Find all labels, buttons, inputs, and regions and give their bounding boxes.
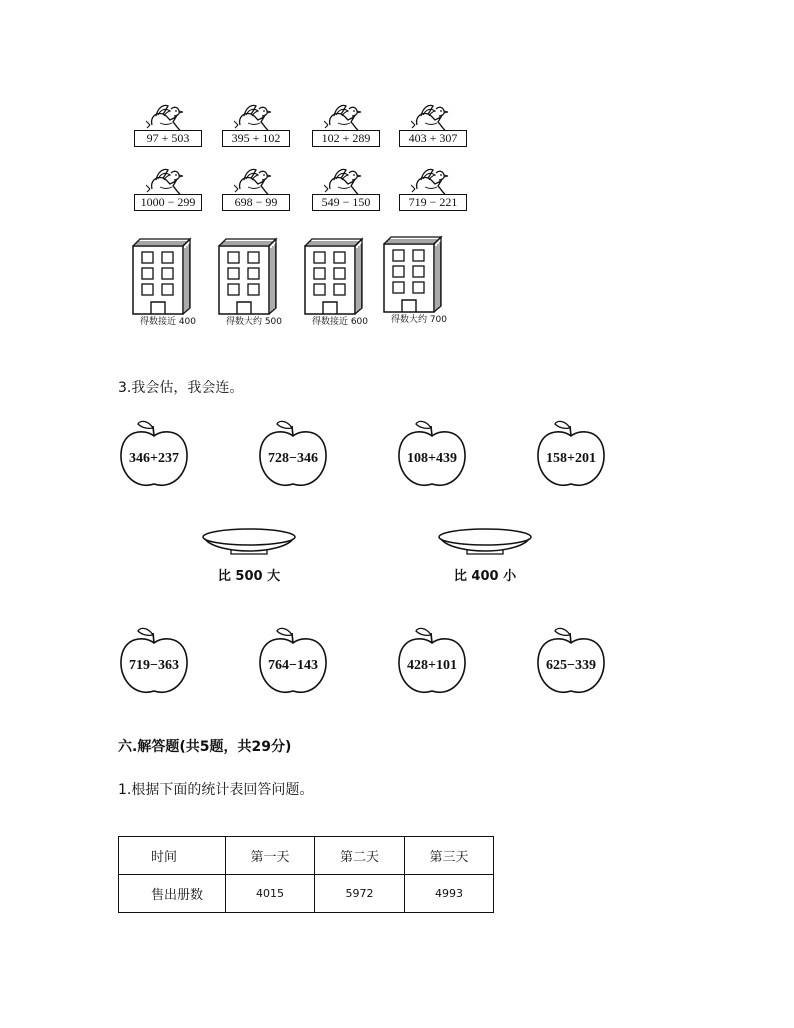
- plate-2: [437, 525, 533, 585]
- bird-card-8: [399, 167, 467, 211]
- apple-bottom-2: [257, 627, 329, 699]
- table-cell: 4993: [405, 875, 494, 913]
- building-1: [128, 236, 208, 336]
- apple-top-1: [118, 420, 190, 492]
- bird-icon: [146, 167, 186, 197]
- apple-top-2: [257, 420, 329, 492]
- bird-expression: 97 + 503: [134, 130, 202, 147]
- bird-expression: 102 + 289: [312, 130, 380, 147]
- apple-expression: 625−339: [546, 658, 596, 673]
- table-header-cell: 第三天: [405, 837, 494, 875]
- table-header-row: [119, 837, 494, 875]
- building-caption: 得数接近 400: [139, 317, 197, 327]
- bird-icon: [234, 167, 274, 197]
- apple-top-3: [396, 420, 468, 492]
- apple-expression: 719−363: [129, 658, 179, 673]
- table-header-cell: 第二天: [315, 837, 405, 875]
- bird-card-6: [222, 167, 290, 211]
- bird-card-4: [399, 103, 467, 147]
- plate-icon: [201, 525, 297, 557]
- building-2: [214, 236, 294, 336]
- table-header-cell: 时间: [119, 837, 226, 875]
- apple-bottom-1: [118, 627, 190, 699]
- apple-bottom-4: [535, 627, 607, 699]
- question-3-title: 3.我会估，我会连。: [118, 380, 244, 396]
- bird-expression: 395 + 102: [222, 130, 290, 147]
- apple-expression: 346+237: [129, 451, 179, 466]
- question-1-title: 1.根据下面的统计表回答问题。: [118, 782, 314, 798]
- bird-expression: 719 − 221: [399, 194, 467, 211]
- bird-expression: 549 − 150: [312, 194, 380, 211]
- apple-bottom-3: [396, 627, 468, 699]
- apple-expression: 158+201: [546, 451, 596, 466]
- building-caption: 得数接近 600: [311, 317, 369, 327]
- building-icon: [300, 236, 366, 316]
- bird-card-5: [134, 167, 202, 211]
- bird-icon: [411, 167, 451, 197]
- plate-label: 比 400 小: [453, 569, 517, 584]
- bird-expression: 403 + 307: [399, 130, 467, 147]
- bird-icon: [324, 167, 364, 197]
- sales-table: [118, 836, 494, 913]
- building-icon: [379, 234, 445, 314]
- apple-expression: 764−143: [268, 658, 318, 673]
- bird-expression: 1000 − 299: [134, 194, 202, 211]
- building-3: [300, 236, 380, 336]
- apple-top-4: [535, 420, 607, 492]
- building-4: [379, 234, 459, 334]
- apple-expression: 428+101: [407, 658, 457, 673]
- bird-card-2: [222, 103, 290, 147]
- apple-expression: 728−346: [268, 451, 318, 466]
- building-icon: [128, 236, 194, 316]
- building-caption: 得数大约 700: [390, 315, 448, 325]
- bird-card-3: [312, 103, 380, 147]
- bird-card-1: [134, 103, 202, 147]
- bird-expression: 698 − 99: [222, 194, 290, 211]
- plate-1: [201, 525, 297, 585]
- apple-expression: 108+439: [407, 451, 457, 466]
- table-header-cell: 第一天: [226, 837, 315, 875]
- bird-icon: [234, 103, 274, 133]
- bird-card-7: [312, 167, 380, 211]
- plate-label: 比 500 大: [217, 569, 281, 584]
- table-cell: 4015: [226, 875, 315, 913]
- table-row: [119, 875, 494, 913]
- plate-icon: [437, 525, 533, 557]
- section-6-title: 六.解答题(共5题，共29分): [118, 739, 292, 755]
- building-icon: [214, 236, 280, 316]
- bird-icon: [411, 103, 451, 133]
- building-caption: 得数大约 500: [225, 317, 283, 327]
- bird-icon: [324, 103, 364, 133]
- bird-icon: [146, 103, 186, 133]
- table-cell: 5972: [315, 875, 405, 913]
- table-row-label: 售出册数: [119, 875, 226, 913]
